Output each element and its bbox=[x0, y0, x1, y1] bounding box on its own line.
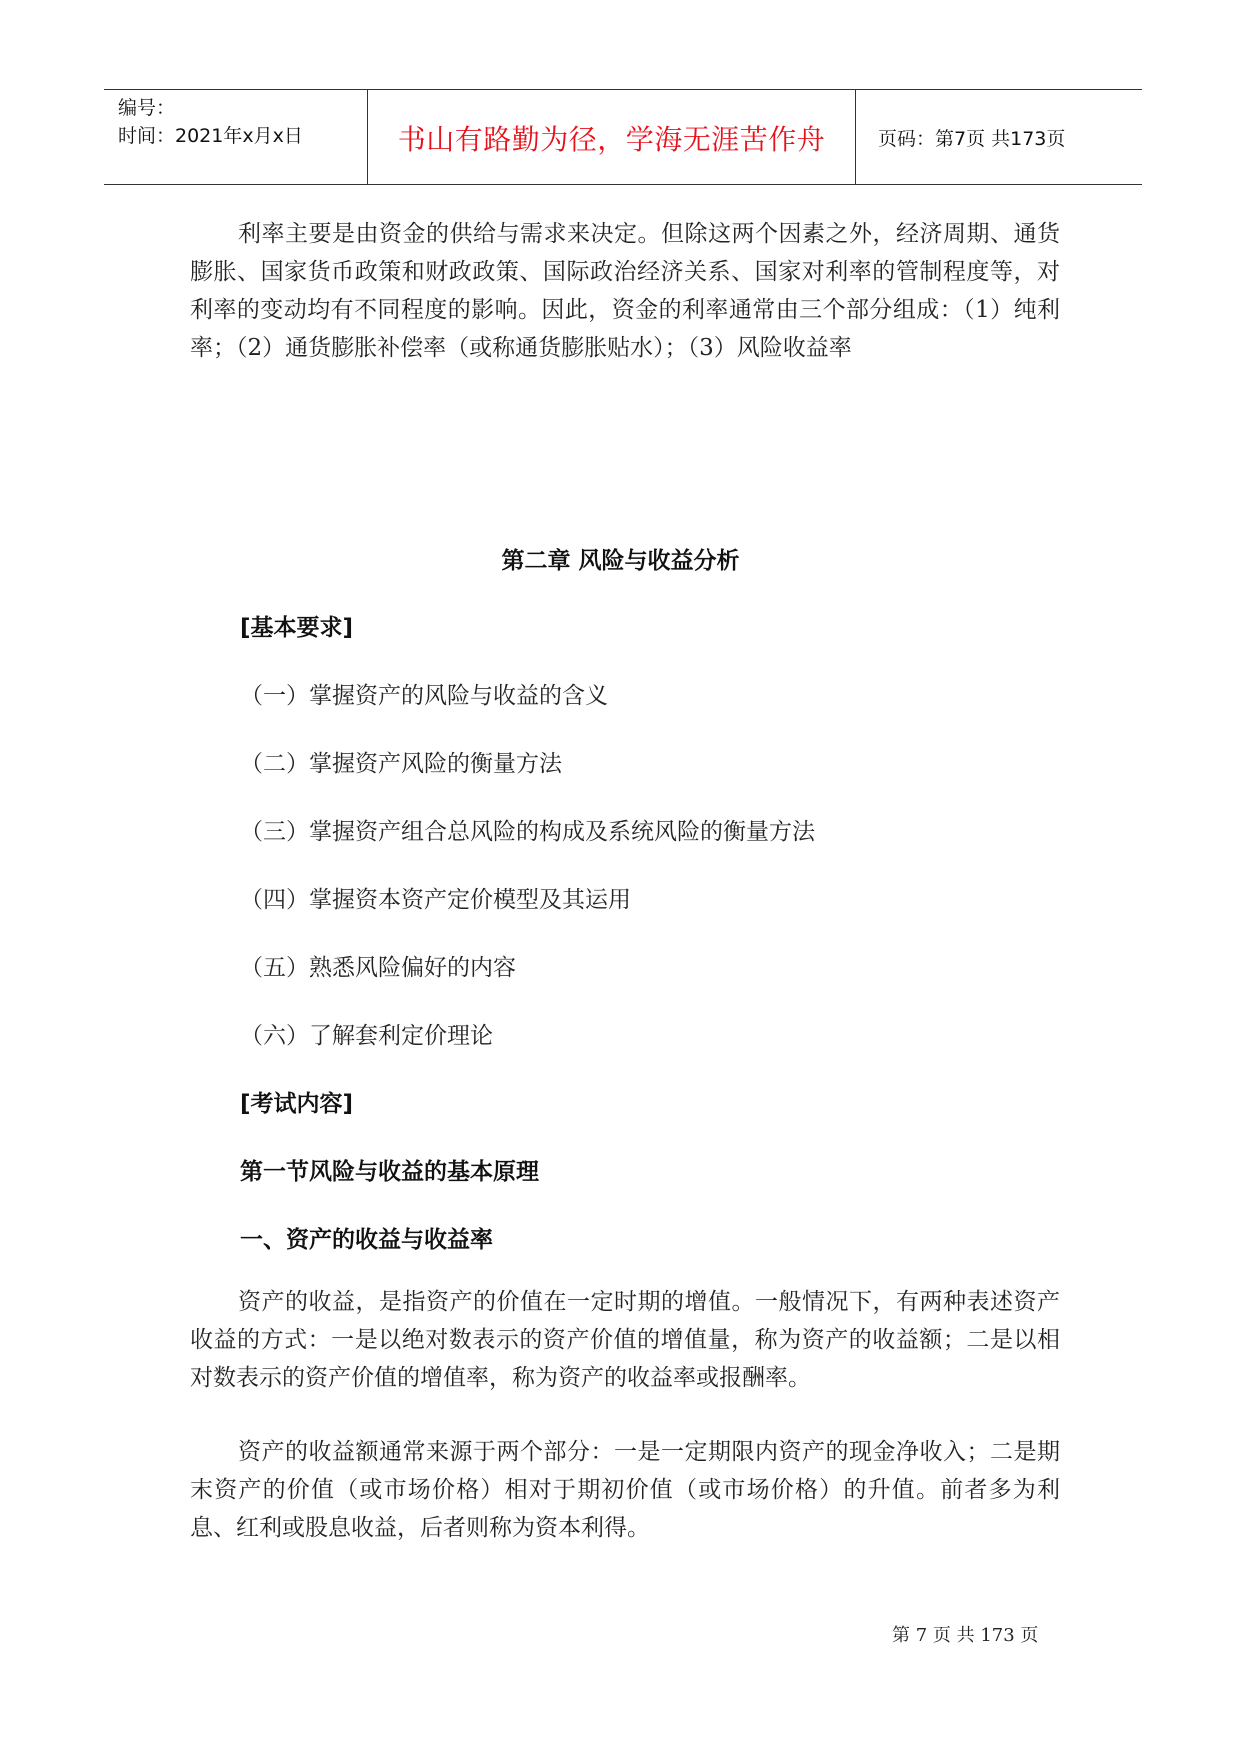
header-page-code: 页码：第7页 共173页 bbox=[878, 128, 1066, 150]
requirement-item: （三）掌握资产组合总风险的构成及系统风险的衡量方法 bbox=[240, 819, 815, 845]
exam-content-heading: [考试内容] bbox=[240, 1091, 354, 1117]
header-page-cell bbox=[856, 90, 1142, 184]
section-title: 第一节风险与收益的基本原理 bbox=[240, 1159, 539, 1185]
requirement-item: （四）掌握资本资产定价模型及其运用 bbox=[240, 887, 631, 913]
header-motto-cell bbox=[367, 90, 856, 184]
document-time-label: 时间：2021年x月x日 bbox=[118, 125, 303, 147]
body-paragraph: 资产的收益额通常来源于两个部分：一是一定期限内资产的现金净收入；二是期末资产的价值（或市场价格）相对于期初价值（或市场价格）的升值。前者多为利息、红利或股息收益，后者则称为资本利得。 bbox=[190, 1439, 1060, 1541]
document-number-label: 编号： bbox=[118, 97, 176, 119]
page-footer: 第 7 页 共 173 页 bbox=[892, 1625, 1039, 1646]
requirement-item: （五）熟悉风险偏好的内容 bbox=[240, 955, 516, 981]
page-header bbox=[104, 89, 1142, 185]
header-meta-cell bbox=[104, 90, 367, 184]
header-motto: 书山有路勤为径，学海无涯苦作舟 bbox=[397, 123, 826, 156]
body-paragraph: 资产的收益，是指资产的价值在一定时期的增值。一般情况下，有两种表述资产收益的方式：一是以绝对数表示的资产价值的增值量，称为资产的收益额；二是以相对数表示的资产价值的增值率，称为资产的收益率或报酬率。 bbox=[190, 1289, 1060, 1391]
requirement-item: （六）了解套利定价理论 bbox=[240, 1023, 493, 1049]
requirement-item: （一）掌握资产的风险与收益的含义 bbox=[240, 683, 608, 709]
basic-requirements-heading: [基本要求] bbox=[240, 615, 354, 641]
intro-paragraph: 利率主要是由资金的供给与需求来决定。但除这两个因素之外，经济周期、通货膨胀、国家货币政策和财政政策、国际政治经济关系、国家对利率的管制程度等，对利率的变动均有不同程度的影响。因此，资金的利率通常由三个部分组成：（1）纯利率；（2）通货膨胀补偿率（或称通货膨胀贴水）；（3）风险收益率 bbox=[190, 221, 1060, 361]
subsection-title: 一、资产的收益与收益率 bbox=[240, 1227, 493, 1253]
chapter-title: 第二章 风险与收益分析 bbox=[501, 548, 740, 574]
requirement-item: （二）掌握资产风险的衡量方法 bbox=[240, 751, 562, 777]
